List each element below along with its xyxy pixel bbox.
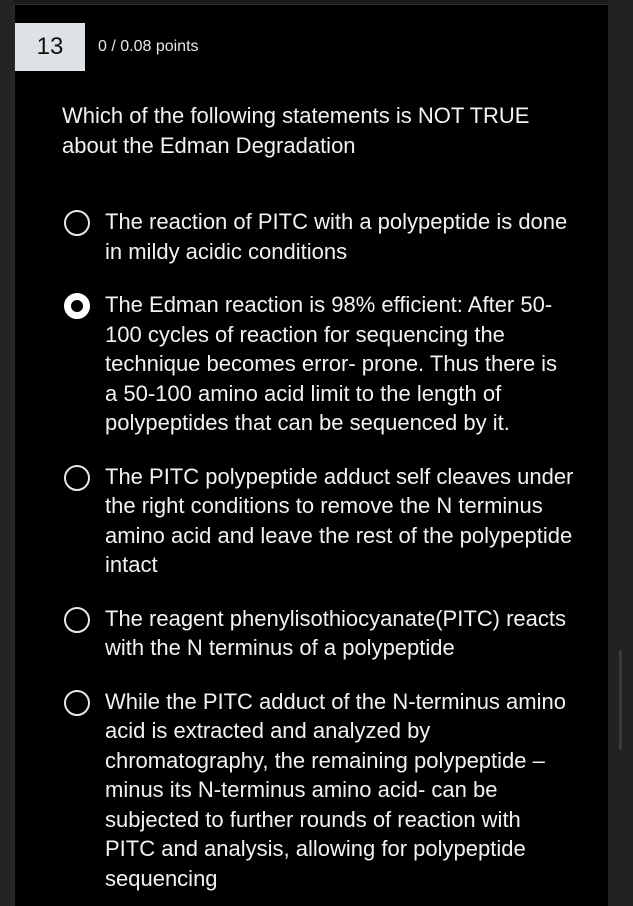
answer-option-1[interactable] [62, 207, 582, 266]
answer-option-text: The reaction of PITC with a polypeptide is done in mildy acidic conditions [105, 209, 568, 264]
question-card [14, 4, 608, 906]
radio-button-3[interactable] [64, 465, 90, 491]
radio-button-2[interactable] [64, 293, 90, 319]
answer-option-text: While the PITC adduct of the N-terminus amino acid is extracted and analyzed by chromatography, the remaining polypeptide – minus its N-terminus amino acid- can be subjected to further rounds of reaction with PITC and analysis, allowing for polypeptide sequencing [105, 688, 566, 891]
question-points: 0 / 0.08 points [98, 38, 199, 55]
answer-options [62, 207, 582, 906]
answer-option-3[interactable] [62, 462, 582, 580]
left-gutter [0, 0, 14, 906]
question-text: Which of the following statements is NOT TRUE about the Edman Degradation [62, 103, 530, 158]
scrollbar[interactable] [608, 0, 633, 906]
answer-option-text: The Edman reaction is 98% efficient: After 50-100 cycles of reaction for sequencing the technique becomes error- prone. Thus there is a 50-100 amino acid limit to the length of polypeptides that can be sequenced by it. [105, 292, 558, 435]
answer-option-text: The reagent phenylisothiocyanate(PITC) reacts with the N terminus of a polypeptide [105, 605, 567, 660]
radio-button-1[interactable] [64, 210, 90, 236]
radio-button-5[interactable] [64, 690, 90, 716]
answer-option-5[interactable] [62, 687, 582, 894]
question-number: 13 [15, 23, 85, 71]
answer-option-4[interactable] [62, 604, 582, 663]
answer-option-2[interactable] [62, 290, 582, 438]
answer-option-text: The PITC polypeptide adduct self cleaves under the right conditions to remove the N terminus amino acid and leave the rest of the polypeptide intact [105, 463, 574, 577]
radio-button-4[interactable] [64, 607, 90, 633]
